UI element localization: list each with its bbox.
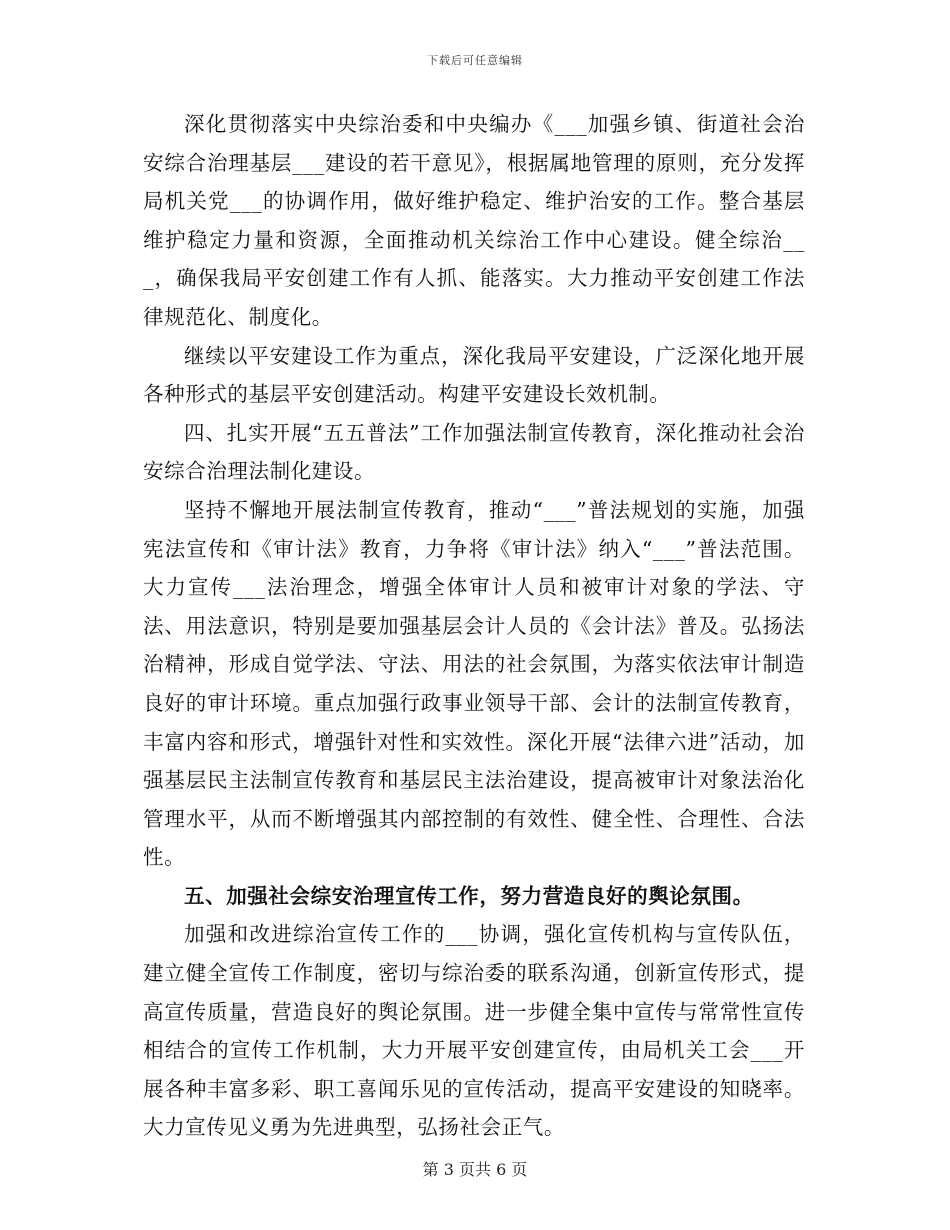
page-number: 第 3 页共 6 页 bbox=[422, 1160, 528, 1179]
section-heading-four: 四、扎实开展“五五普法”工作加强法制宣传教育，深化推动社会治安综合治理法制化建设。 bbox=[143, 420, 805, 484]
paragraph-publicity-work: 加强和改进综治宣传工作的___协调，强化宣传机构与宣传队伍，建立健全宣传工作制度，密切与综治委的联系沟通，创新宣传形式，提高宣传质量，营造良好的舆论氛围。进一步健全集中宣传与常常性宣传相结合的宣传工作机制，大力开展平安创建宣传，由局机关工会___开展各种丰富多彩、职工喜闻乐见的宣传活动，提高平安建设的知晓率。大力宣传见义勇为先进典型，弘扬社会正气。 bbox=[143, 922, 805, 1140]
page-header: 下载后可任意编辑 bbox=[427, 54, 523, 67]
paragraph-grassroots-governance: 深化贯彻落实中央综治委和中央编办《___加强乡镇、街道社会治安综合治理基层___建设的若干意见》，根据属地管理的原则，充分发挥局机关党___的协调作用，做好维护稳定、维护治安的工作。整合基层维护稳定力量和资源，全面推动机关综治工作中心建设。健全综治___，确保我局平安创建工作有人抓、能落实。大力推动平安创建工作法律规范化、制度化。 bbox=[143, 112, 805, 329]
paragraph-legal-education: 坚持不懈地开展法制宣传教育，推动“___”普法规划的实施，加强宪法宣传和《审计法》教育，力争将《审计法》纳入“___”普法范围。大力宣传___法治理念，增强全体审计人员和被审计对象的学法、守法、用法意识，特别是要加强基层会计人员的《会计法》普及。弘扬法治精神，形成自觉学法、守法、用法的社会氛围，为落实依法审计制造良好的审计环境。重点加强行政事业领导干部、会计的法制宣传教育，丰富内容和形式，增强针对性和实效性。深化开展“法律六进”活动，加强基层民主法制宣传教育和基层民主法治建设，提高被审计对象法治化管理水平，从而不断增强其内部控制的有效性、健全性、合理性、合法性。 bbox=[143, 497, 805, 870]
section-heading-five: 五、加强社会综安治理宣传工作，努力营造良好的舆论氛围。 bbox=[184, 883, 754, 908]
document-body bbox=[143, 105, 805, 1147]
paragraph-safety-construction: 继续以平安建设工作为重点，深化我局平安建设，广泛深化地开展各种形式的基层平安创建活动。构建平安建设长效机制。 bbox=[143, 343, 805, 407]
